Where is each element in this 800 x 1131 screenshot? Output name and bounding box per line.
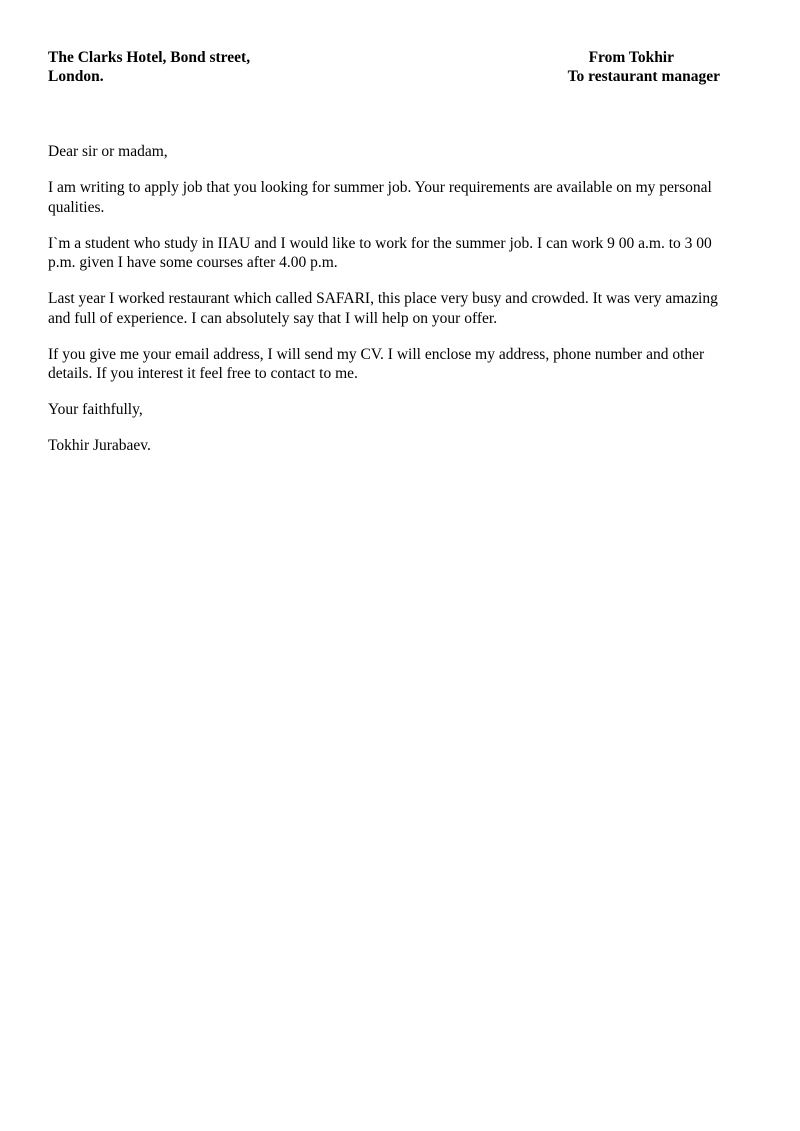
letter-header [48,48,720,88]
salutation: Dear sir or madam, [48,143,168,160]
paragraph-2: I`m a student who study in IIAU and I would like to work for the summer job. I can work 9 00 a.m. to 3 00 p.m. given I have some courses after 4.00 p.m. [48,234,712,271]
sender-info [568,48,720,86]
paragraph-3: Last year I worked restaurant which called SAFARI, this place very busy and crowded. It was very amazing and full of experience. I can absolutely say that I will help on your offer. [48,290,718,327]
paragraph-1: I am writing to apply job that you looking for summer job. Your requirements are available on my personal qualities. [48,179,712,216]
recipient-address [48,48,250,86]
closing: Your faithfully, [48,401,143,418]
sender-line: From Tokhir [588,49,674,66]
paragraph-4: If you give me your email address, I will send my CV. I will enclose my address, phone number and other details. If you interest it feel free to contact to me. [48,345,705,382]
letter-body [48,142,728,472]
recipient-address-line-1: The Clarks Hotel, Bond street, [48,49,251,66]
signature: Tokhir Jurabaev. [48,437,151,454]
recipient-address-line-2: London. [48,68,104,85]
recipient-role-line: To restaurant manager [567,68,720,85]
